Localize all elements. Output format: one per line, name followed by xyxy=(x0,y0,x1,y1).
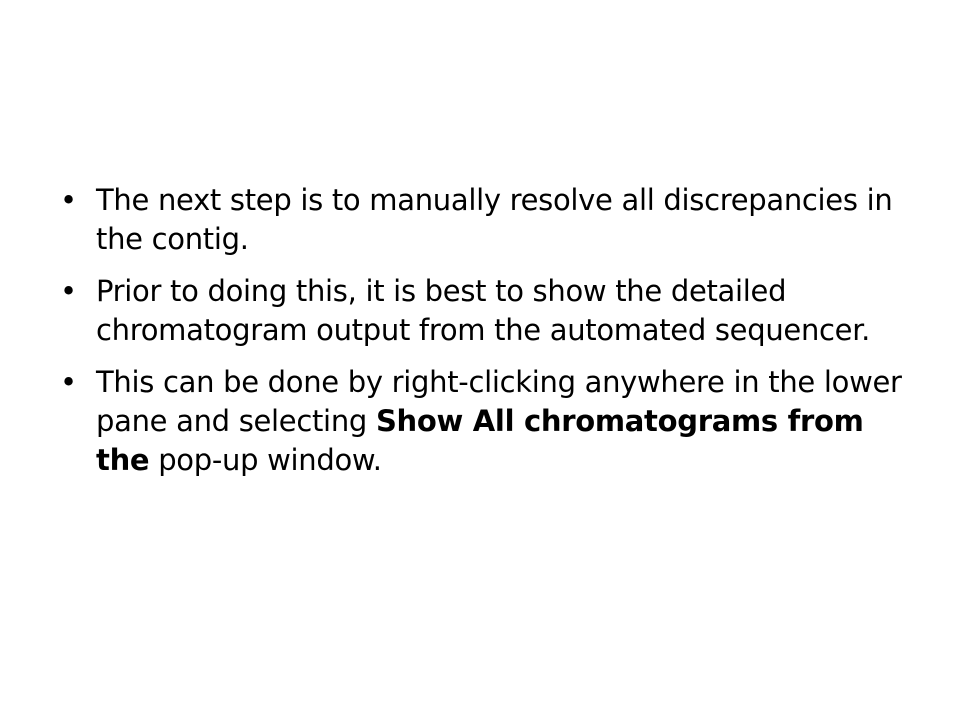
bullet-text-after: pop-up window. xyxy=(149,443,382,477)
bullet-bold-text: Show All chromatograms from the xyxy=(96,404,864,477)
bullet-icon: • xyxy=(60,183,77,217)
bullet-text: The next step is to manually resolve all discrepancies in the contig. xyxy=(96,183,893,256)
bullet-item-2 xyxy=(58,272,908,350)
bullet-item-3 xyxy=(58,363,908,480)
bullet-item-1 xyxy=(58,181,908,259)
bullet-text: Prior to doing this, it is best to show the detailed chromatogram output from the automated sequencer. xyxy=(96,274,871,347)
bullet-icon: • xyxy=(60,274,77,308)
bullet-text-before: This can be done by right-clicking anywhere in the lower pane and selecting xyxy=(96,365,902,438)
bullet-icon: • xyxy=(60,365,77,399)
bullet-list xyxy=(58,181,908,493)
